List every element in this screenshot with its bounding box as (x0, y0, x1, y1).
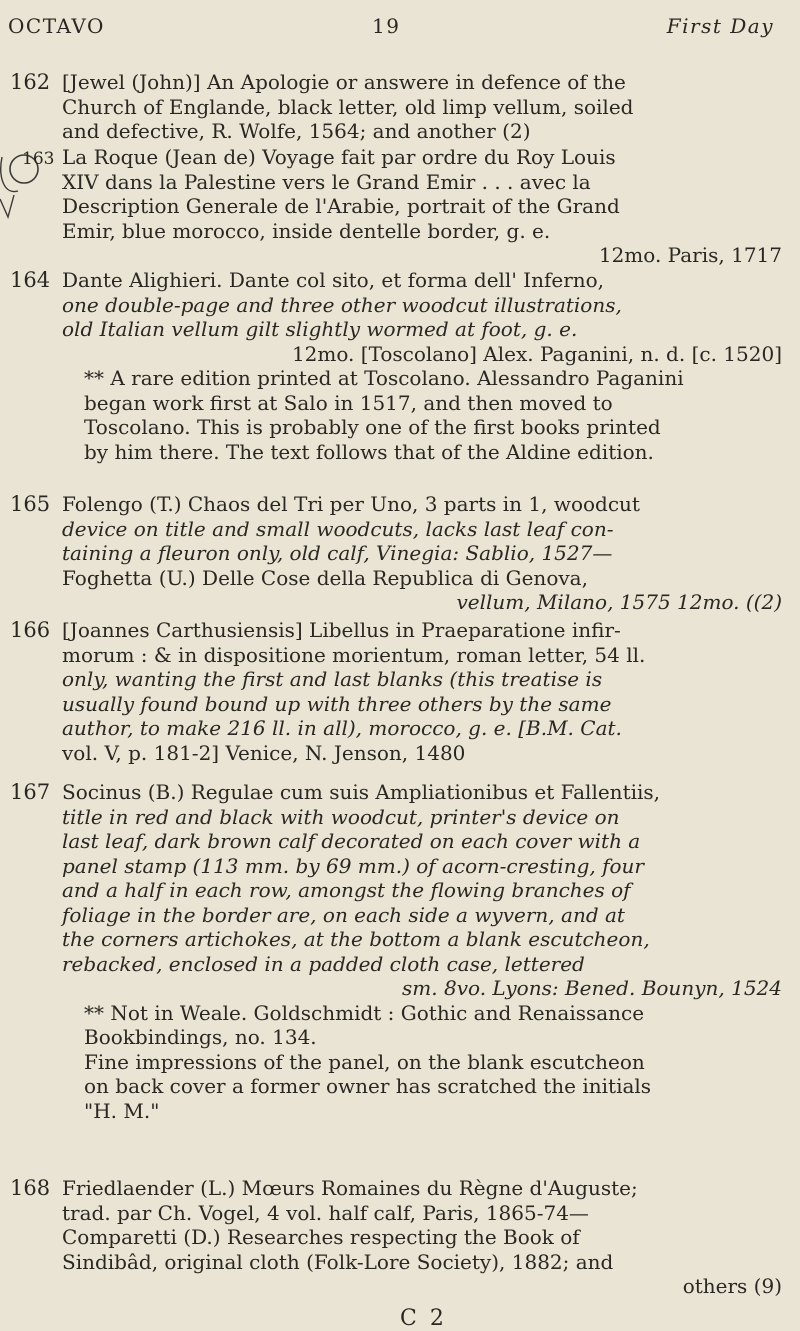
entry-text: [Joannes Carthusiensis] Libellus in Praeparatione infir- morum : & in dispositione morientum, roman letter, 54 ll. only, wanting the first and last blanks (this treatise is usually found bound up with three others by the same author, to make 216 ll. in all), morocco, g. e. [B.M. Cat. vol. V, p. 181-2] Venice, N. Jenson, 1480 (62, 618, 646, 765)
header-format: OCTAVO (8, 14, 105, 38)
entry-text: La Roque (Jean de) Voyage fait par ordre du Roy Louis XIV dans la Palestine vers le Grand Emir . . . avec la Description Generale de l'Arabie, portrait of the Grand Emir, blue morocco, inside dentelle border, g. e. 12mo. Paris, 1717 (62, 145, 782, 267)
page-number: 19 (372, 14, 401, 38)
entry-text: [Jewel (John)] An Apologie or answere in defence of the Church of Englande, black letter, old limp vellum, soiled and defective, R. Wolfe, 1564; and another (2) (62, 70, 634, 143)
page-header (0, 14, 800, 50)
catalogue-entry (10, 70, 782, 144)
entry-text: Friedlaender (L.) Mœurs Romaines du Règne d'Auguste; trad. par Ch. Vogel, 4 vol. half calf, Paris, 1865-74— Comparetti (D.) Researches respecting the Book of Sindibâd, original cloth (Folk-Lore Society), 1882; and others (9) (62, 1176, 782, 1298)
lot-number: 163 (22, 149, 55, 169)
lot-number: 164 (10, 268, 51, 292)
catalogue-entry (10, 618, 782, 765)
catalogue-entry (22, 145, 782, 268)
header-day: First Day (666, 14, 774, 38)
entry-text: Folengo (T.) Chaos del Tri per Uno, 3 parts in 1, woodcut device on title and small woodcuts, lacks last leaf con- taining a fleuron only, old calf, Vinegia: Sablio, 1527— Foghetta (U.) Delle Cose della Republica di Genova, vellum, Milano, 1575 12mo. ((2) (62, 492, 782, 614)
lot-number: 162 (10, 70, 51, 94)
entry-text: Socinus (B.) Regulae cum suis Ampliationibus et Fallentiis, title in red and black with woodcut, printer's device on last leaf, dark brown calf decorated on each cover with a panel stamp (113 mm. by 69 mm.) of acorn-cresting, four and a half in each row, amongst the flowing branches of foliage in the border are, on each side a wyvern, and at the corners artichokes, at the bottom a blank escutcheon, rebacked, enclosed in a padded cloth case, lettered sm. 8vo. Lyons: Bened. Bounyn, 1524 (62, 780, 782, 1000)
catalogue-entry (10, 268, 782, 464)
lot-number: 167 (10, 780, 51, 804)
catalogue-entry (10, 492, 782, 615)
catalogue-entry (10, 1176, 782, 1299)
entry-text: Dante Alighieri. Dante col sito, et forma dell' Inferno, one double-page and three other woodcut illustrations, old Italian vellum gilt slightly wormed at foot, g. e. 12mo. [Toscolano] Alex. Paganini, n. d. [c. 1520] (62, 268, 782, 366)
lot-number: 166 (10, 618, 51, 642)
entry-note: ** Not in Weale. Goldschmidt : Gothic and Renaissance Bookbindings, no. 134. Fine impressions of the panel, on the blank escutcheon on back cover a former owner has scratched the initials "H. M." (84, 1000, 652, 1123)
lot-number: 165 (10, 492, 51, 516)
entry-note: ** A rare edition printed at Toscolano. Alessandro Paganini began work first at Salo in 1517, and then moved to Toscolano. This is probably one of the first books printed by him there. The text follows that of the Aldine edition. (84, 366, 684, 464)
lot-number: 168 (10, 1176, 51, 1200)
catalogue-entry (10, 780, 782, 1123)
signature-mark: C 2 (400, 1306, 447, 1331)
